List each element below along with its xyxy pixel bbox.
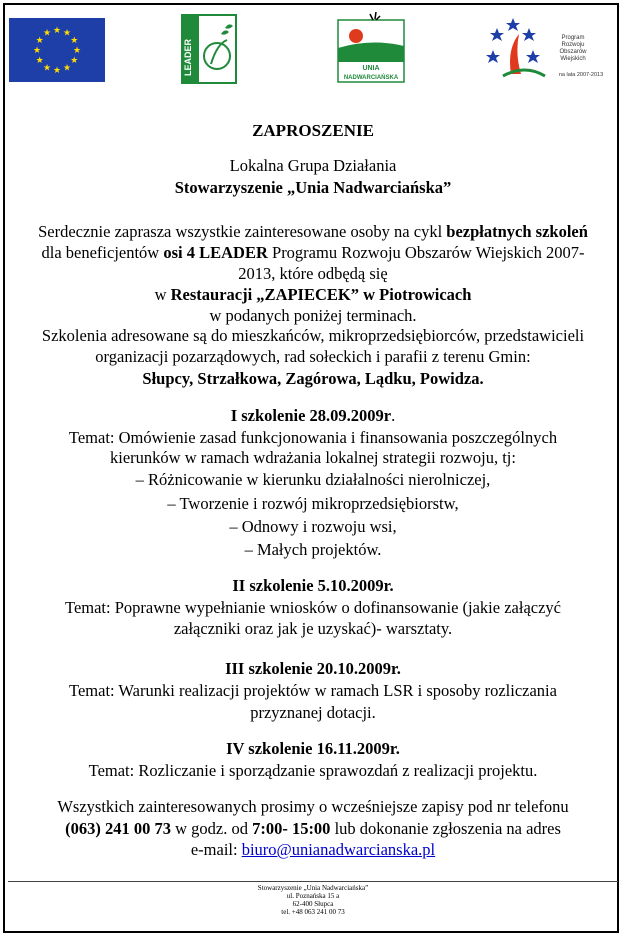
intro-line1 [10,222,616,241]
eu-star-icon: ★ [62,27,72,38]
leader-logo-text: LEADER [183,38,193,76]
footer-line4: tel. +48 063 241 00 73 [281,908,345,916]
intro-line6: Szkolenia adresowane są do mieszkańców, mikroprzedsiębiorców, przedstawicieli [41,326,585,345]
eu-star-icon: ★ [52,65,62,75]
closing-line2: (063) 241 00 73 w godz. od 7:00- 15:00 lub dokonanie zgłoszenia na adres [65,819,561,838]
session2-line2: załączniki oraz jak je uzyskać)- warsztaty. [173,619,453,638]
leader-logo [181,14,237,84]
closing-line1: Wszystkich zainteresowanych prosimy o wcześniejsze zapisy pod nr telefonu [57,797,569,816]
intro-p4a: w [154,285,171,304]
footer-line1: Stowarzyszenie „Unia Nadwarciańska” [257,884,369,892]
eu-star-icon: ★ [42,27,52,38]
eu-star-icon: ★ [70,35,79,45]
unia-nadwarcianska-logo [336,10,406,84]
session1-line1: Temat: Omówienie zasad funkcjonowania i finansowania poszczególnych [68,428,558,447]
session2-line1: Temat: Poprawne wypełnianie wniosków o dofinansowanie (jakie załączyć [65,598,561,617]
page-frame [3,3,619,933]
org-line2: Stowarzyszenie „Unia Nadwarciańska” [174,178,452,197]
unia-logo-line1: UNIA [362,65,380,72]
session3-line2: przyznanej dotacji. [250,703,376,722]
session1-bullet3: – Odnowy i rozwoju wsi, [229,517,397,536]
unia-logo-line2: NADWARCIAŃSKA [343,75,399,81]
intro-line7: organizacji pozarządowych, rad sołeckich i parafii z terenu Gmin: [95,347,531,366]
email-link[interactable]: biuro@unianadwarcianska.pl [241,840,436,859]
eu-star-icon: ★ [35,55,44,65]
intro-p2b: osi 4 LEADER [163,243,268,262]
eu-star-icon: ★ [42,62,52,73]
prow-logo [485,14,615,84]
footer-line2: ul. Poznańska 15 a [286,892,340,900]
session1-title: I szkolenie 28.09.2009r. [230,406,396,425]
session2-title: II szkolenie 5.10.2009r. [232,576,394,595]
intro-p1a: Serdecznie zaprasza wszystkie zainteresowane osoby na cykl [38,222,447,241]
session1-bullet2: – Tworzenie i rozwój mikroprzedsiębiorstw, [167,494,459,513]
closing-line3: e-mail: biuro@unianadwarcianska.pl [190,840,436,859]
session1-bullet4: – Małych projektów. [244,540,382,559]
session3-line1: Temat: Warunki realizacji projektów w ramach LSR i sposoby rozliczania [69,681,557,700]
session4-line1: Temat: Rozliczanie i sporządzanie sprawozdań z realizacji projektu. [88,761,538,780]
prow-logo-line1: Program [561,35,585,41]
prow-logo-line4: Wiejskich [560,56,586,62]
logo-strip [0,10,626,85]
prow-logo-line3: Obszarów [559,49,587,55]
prow-logo-line5: na lata 2007-2013 [558,72,604,78]
footer-address [0,884,626,916]
session3-title: III szkolenie 20.10.2009r. [225,659,401,678]
intro-p2c: Programu Rozwoju Obszarów Wiejskich 2007- [267,243,585,262]
session1-bullet1: – Różnicowanie w kierunku działalności nierolniczej, [135,470,491,489]
eu-star-icon: ★ [32,45,42,55]
eu-flag-logo [9,18,105,82]
intro-line3: 2013, które odbędą się [238,264,388,283]
eu-star-icon: ★ [70,55,79,65]
eu-stars-icon [9,18,105,82]
eu-star-icon: ★ [52,25,62,35]
session1-line2: kierunków w ramach wdrażania lokalnej strategii rozwoju, tj: [110,448,516,467]
office-hours: 7:00- 15:00 [252,819,331,838]
intro-line5: w podanych poniżej terminach. [209,306,417,325]
prow-logo-line2: Rozwoju [561,42,585,48]
intro-line4 [10,285,616,304]
eu-star-icon: ★ [62,62,72,73]
eu-star-icon: ★ [72,45,82,55]
phone-number: (063) 241 00 73 [65,819,171,838]
page-title: ZAPROSZENIE [252,121,374,140]
org-line1: Lokalna Grupa Działania [229,156,397,175]
footer-divider [8,881,618,882]
eu-star-icon: ★ [35,35,44,45]
intro-p1b: bezpłatnych szkoleń [446,222,588,241]
intro-line8: Słupcy, Strzałkowa, Zagórowa, Lądku, Powidza. [142,369,484,388]
intro-p4b: Restauracji „ZAPIECEK” w Piotrowicach [170,285,472,304]
session4-title: IV szkolenie 16.11.2009r. [226,739,400,758]
intro-p2a: dla beneficjentów [41,243,164,262]
intro-line2 [10,243,616,262]
footer-line3: 62-400 Słupca [292,900,334,908]
